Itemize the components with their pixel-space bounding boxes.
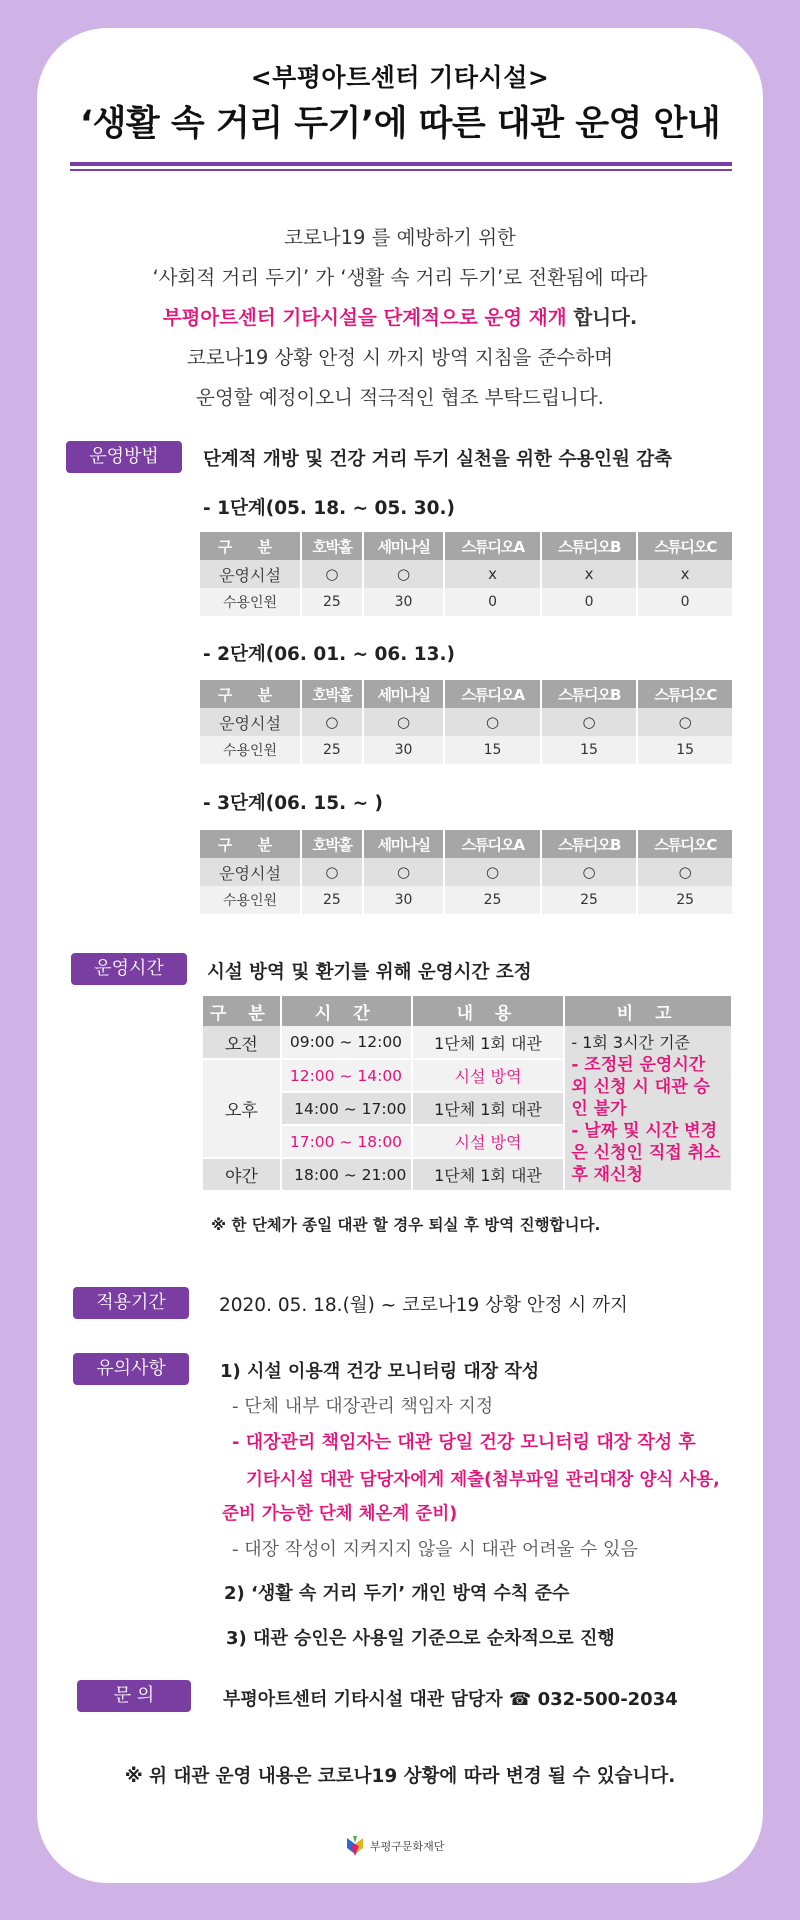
table-cell: 운영시설 [200, 708, 301, 736]
table-cell: x [541, 560, 637, 588]
intro-line: 코로나19 상황 안정 시 까지 방역 지침을 준수하며 [186, 346, 614, 369]
table-cell: ○ [444, 708, 541, 736]
col-header: 세미나실 [363, 532, 444, 560]
table-cell: 25 [444, 886, 541, 914]
intro-line: 코로나19 를 예방하기 위한 [284, 226, 516, 249]
header [37, 58, 763, 146]
col-header: 호박홀 [301, 680, 363, 708]
stage-label: - 2단계(06. 01. ~ 06. 13.) [203, 644, 455, 665]
table-cell: ○ [637, 708, 733, 736]
intro-line: 운영할 예정이오니 적극적인 협조 부탁드립니다. [196, 386, 604, 409]
page-title: ‘생활 속 거리 두기’에 따른 대관 운영 안내 [79, 104, 721, 144]
col-header: 비 고 [564, 996, 732, 1026]
time-cell: 17:00 ~ 18:00 [281, 1125, 412, 1158]
table-cell: 30 [363, 736, 444, 764]
stage-table [200, 830, 734, 914]
stage-label: - 1단계(05. 18. ~ 05. 30.) [203, 498, 455, 519]
period-text: 2020. 05. 18.(월) ~ 코로나19 상황 안정 시 까지 [219, 1295, 628, 1316]
table-cell: x [444, 560, 541, 588]
period-cell: 오전 [203, 1026, 281, 1059]
hours-heading: 시설 방역 및 환기를 위해 운영시간 조정 [207, 962, 532, 983]
title-rule [70, 162, 732, 166]
contact-text: 부평아트센터 기타시설 대관 담당자 ☎ 032-500-2034 [223, 1689, 678, 1710]
col-header: 스튜디오A [444, 532, 541, 560]
section-tag-hours: 운영시간 [71, 953, 187, 985]
col-header: 구 분 [203, 996, 281, 1026]
table-cell: 30 [363, 886, 444, 914]
time-cell: 09:00 ~ 12:00 [281, 1026, 412, 1059]
col-header: 스튜디오B [541, 680, 637, 708]
notes-subitem-highlight: 기타시설 대관 담당자에게 제출(첨부파일 관리대장 양식 사용, [246, 1470, 720, 1490]
table-cell: ○ [541, 708, 637, 736]
time-cell: 14:00 ~ 17:00 [281, 1092, 412, 1125]
table-cell: ○ [363, 560, 444, 588]
content-cell: 1단체 1회 대관 [412, 1092, 565, 1125]
method-heading: 단계적 개방 및 건강 거리 두기 실천을 위한 수용인원 감축 [203, 449, 673, 470]
notes-item: 3) 대관 승인은 사용일 기준으로 순차적으로 진행 [226, 1628, 615, 1649]
table-cell: ○ [363, 858, 444, 886]
section-tag-notes: 유의사항 [73, 1353, 189, 1385]
table-cell: 수용인원 [200, 588, 301, 616]
foundation-logo [345, 1832, 444, 1860]
col-header: 스튜디오C [637, 532, 733, 560]
table-cell: 0 [541, 588, 637, 616]
stage-table [200, 532, 734, 616]
time-cell: 12:00 ~ 14:00 [281, 1059, 412, 1092]
section-tag-method: 운영방법 [66, 441, 182, 473]
table-cell: 25 [301, 736, 363, 764]
table-cell: ○ [637, 858, 733, 886]
col-header: 시 간 [281, 996, 412, 1026]
col-header: 스튜디오C [637, 830, 733, 858]
intro-line-rest: 합니다. [566, 306, 638, 329]
stage-label: - 3단계(06. 15. ~ ) [203, 793, 384, 814]
table-cell: 운영시설 [200, 858, 301, 886]
table-cell: x [637, 560, 733, 588]
hours-footnote: ※ 한 단체가 종일 대관 할 경우 퇴실 후 방역 진행합니다. [211, 1216, 601, 1234]
table-cell: ○ [363, 708, 444, 736]
col-header: 스튜디오C [637, 680, 733, 708]
col-header: 내 용 [412, 996, 565, 1026]
col-header: 스튜디오A [444, 680, 541, 708]
intro-line [37, 298, 763, 338]
remark-highlight: - 날짜 및 시간 변경은 신청인 직접 취소 후 재신청 [571, 1121, 721, 1185]
table-cell: ○ [301, 708, 363, 736]
table-cell: 30 [363, 588, 444, 616]
content-cell: 시설 방역 [412, 1125, 565, 1158]
table-cell: 25 [301, 588, 363, 616]
remark-line: - 1회 3시간 기준 [571, 1033, 690, 1052]
table-cell: ○ [444, 858, 541, 886]
notes-item: 1) 시설 이용객 건강 모니터링 대장 작성 [220, 1361, 540, 1382]
foundation-logo-text: 부평구문화재단 [370, 1840, 445, 1853]
col-header: 호박홀 [301, 830, 363, 858]
title-rule-thin [70, 169, 732, 171]
intro-text [37, 218, 763, 418]
stage-table [200, 680, 734, 764]
notes-subitem-highlight: - 대장관리 책임자는 대관 당일 건강 모니터링 대장 작성 후 [232, 1432, 696, 1453]
col-header: 세미나실 [363, 680, 444, 708]
table-cell: ○ [541, 858, 637, 886]
col-header: 구 분 [200, 680, 301, 708]
time-cell: 18:00 ~ 21:00 [281, 1158, 412, 1191]
notes-item: 2) ‘생활 속 거리 두기’ 개인 방역 수칙 준수 [224, 1583, 570, 1604]
col-header: 스튜디오B [541, 532, 637, 560]
table-cell: 15 [444, 736, 541, 764]
col-header: 구 분 [200, 830, 301, 858]
table-cell: 25 [637, 886, 733, 914]
notes-subitem: - 대장 작성이 지켜지지 않을 시 대관 어려울 수 있음 [232, 1539, 638, 1560]
period-cell: 야간 [203, 1158, 281, 1191]
table-cell: 수용인원 [200, 736, 301, 764]
col-header: 스튜디오A [444, 830, 541, 858]
intro-line: ‘사회적 거리 두기’ 가 ‘생활 속 거리 두기’로 전환됨에 따라 [152, 266, 648, 289]
col-header: 세미나실 [363, 830, 444, 858]
col-header: 스튜디오B [541, 830, 637, 858]
period-cell: 오후 [203, 1059, 281, 1158]
content-cell: 1단체 1회 대관 [412, 1026, 565, 1059]
col-header: 호박홀 [301, 532, 363, 560]
table-cell: 운영시설 [200, 560, 301, 588]
table-cell: ○ [301, 560, 363, 588]
content-cell: 1단체 1회 대관 [412, 1158, 565, 1191]
table-cell: 0 [637, 588, 733, 616]
header-subtitle: <부평아트센터 기타시설> [250, 63, 550, 92]
footer-notice: ※ 위 대관 운영 내용은 코로나19 상황에 따라 변경 될 수 있습니다. [124, 1766, 676, 1787]
col-header: 구 분 [200, 532, 301, 560]
table-cell: 0 [444, 588, 541, 616]
remarks-cell [564, 1026, 732, 1191]
table-cell: 25 [301, 886, 363, 914]
table-cell: ○ [301, 858, 363, 886]
content-cell: 시설 방역 [412, 1059, 565, 1092]
intro-highlight: 부평아트센터 기타시설을 단계적으로 운영 재개 [162, 306, 567, 329]
table-cell: 수용인원 [200, 886, 301, 914]
section-tag-contact: 문 의 [77, 1680, 191, 1712]
table-cell: 15 [541, 736, 637, 764]
table-cell: 15 [637, 736, 733, 764]
notes-subitem-highlight: 준비 가능한 단체 체온계 준비) [222, 1504, 458, 1524]
notes-subitem: - 단체 내부 대장관리 책임자 지정 [232, 1396, 494, 1417]
hours-table [203, 996, 733, 1192]
foundation-logo-icon [345, 1834, 365, 1858]
table-cell: 25 [541, 886, 637, 914]
remark-highlight: - 조정된 운영시간 외 신청 시 대관 승인 불가 [571, 1055, 710, 1119]
section-tag-period: 적용기간 [73, 1287, 189, 1319]
